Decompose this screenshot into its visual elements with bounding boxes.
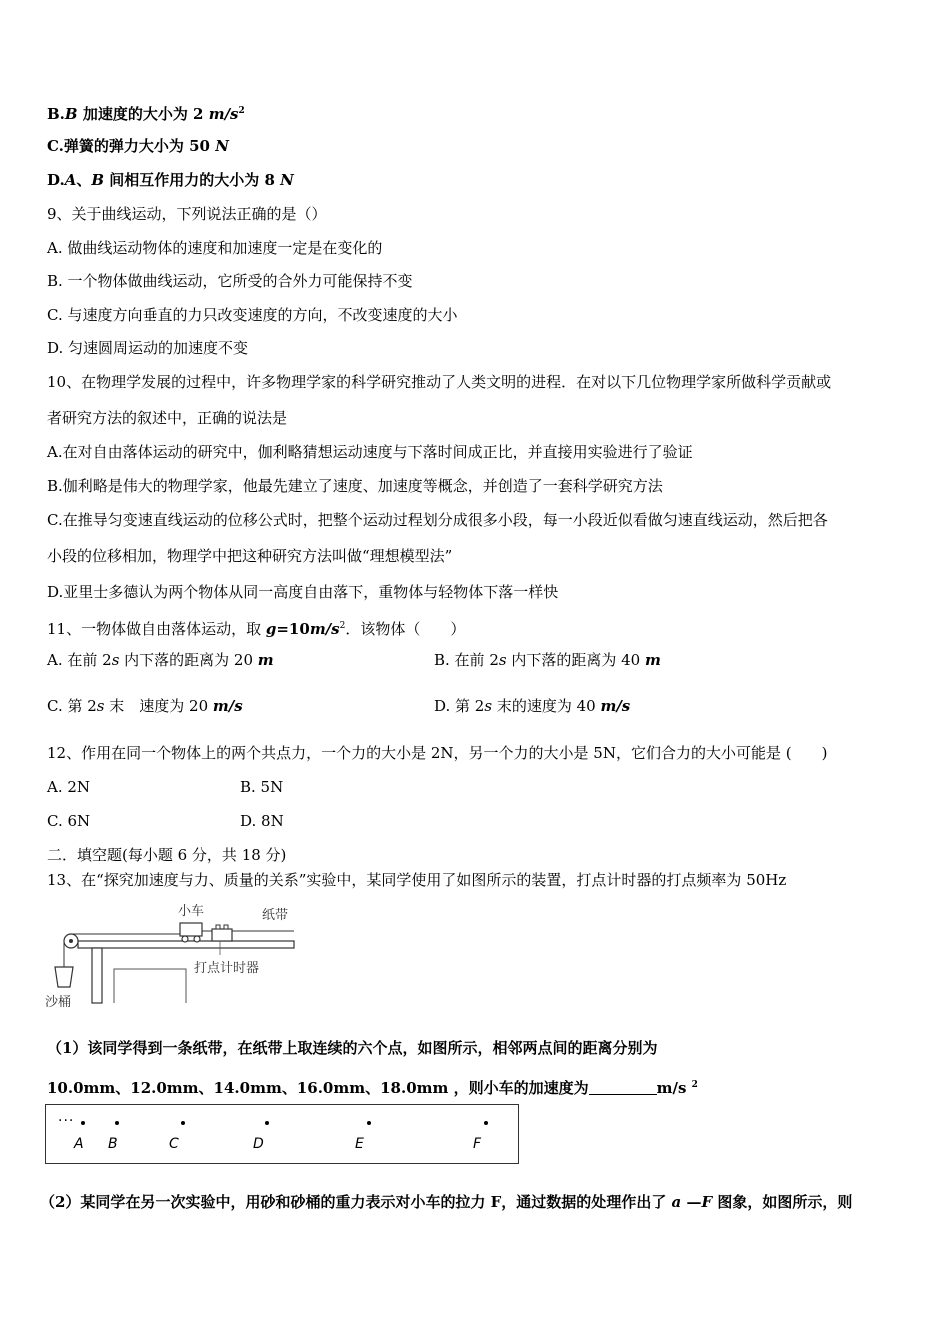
cart-icon [180, 923, 202, 936]
table-leg [92, 948, 102, 1003]
q9-option-b: B. 一个物体做曲线运动，它所受的合外力可能保持不变 [47, 272, 413, 290]
q11-option-c: C. 第 2s 末 速度为 20 m/s [47, 697, 243, 715]
tape-dot-d [265, 1121, 269, 1125]
q10-option-a: A.在对自由落体运动的研究中，伽利略猜想运动速度与下落时间成正比，并直接用实验进行了验证 [47, 443, 693, 461]
tape-label-e: E [355, 1136, 364, 1152]
section-title: 二．填空题(每小题 6 分，共 18 分) [47, 846, 287, 864]
label-timer: 打点计时器 [194, 961, 260, 976]
q12-option-b: B. 5N [240, 778, 284, 796]
q10-stem-line2: 者研究方法的叙述中，正确的说法是 [47, 409, 288, 427]
tape-dot-a [81, 1121, 85, 1125]
q11-option-d: D. 第 2s 末的速度为 40 m/s [434, 697, 631, 715]
table-stand [114, 969, 186, 1003]
paper-tape-figure [45, 1104, 519, 1164]
q13-part1-line2: 10.0mm、12.0mm、14.0mm、16.0mm、18.0mm ，则小车的加速度为 m/s $^2$ [47, 1079, 698, 1097]
q10-option-c-line2: 小段的位移相加，物理学中把这种研究方法叫做“理想模型法” [47, 547, 453, 565]
q10-option-b: B.伽利略是伟大的物理学家，他最先建立了速度、加速度等概念，并创造了一套科学研究方法 [47, 477, 663, 495]
q8-option-d: D.A、B 间相互作用力的大小为 8 N [47, 171, 294, 189]
label-bucket: 沙桶 [45, 995, 72, 1010]
q10-stem-line1: 10、在物理学发展的过程中，许多物理学家的科学研究推动了人类文明的进程．在对以下几位物理学家所做科学贡献或 [47, 373, 832, 391]
tape-label-d: D [253, 1136, 264, 1152]
tape-dot-c [181, 1121, 185, 1125]
q13-part1-line1: （1）该同学得到一条纸带，在纸带上取连续的六个点，如图所示，相邻两点间的距离分别为 [47, 1039, 658, 1057]
label-cart: 小车 [178, 904, 205, 919]
q13-stem: 13、在“探究加速度与力、质量的关系”实验中，某同学使用了如图所示的装置，打点计时器的打点频率为 50Hz [47, 871, 787, 889]
answer-blank[interactable] [589, 1080, 657, 1095]
q10-option-d: D.亚里士多德认为两个物体从同一高度自由落下，重物体与轻物体下落一样快 [47, 583, 559, 601]
timer-icon [212, 929, 232, 941]
ellipsis-dots: ··· [58, 1113, 75, 1129]
tape-label-b: B [108, 1136, 118, 1152]
tape-dot-b [115, 1121, 119, 1125]
q9-option-d: D. 匀速圆周运动的加速度不变 [47, 339, 249, 357]
q11-stem: 11、一物体做自由落体运动，取 $g=10m/s^2$．该物体（ ） [47, 620, 466, 638]
tape-dot-f [484, 1121, 488, 1125]
q9-option-c: C. 与速度方向垂直的力只改变速度的方向，不改变速度的大小 [47, 306, 458, 324]
q9-option-a: A. 做曲线运动物体的速度和加速度一定是在变化的 [47, 239, 383, 257]
q11-option-b: B. 在前 2s 内下落的距离为 40 m [434, 651, 661, 669]
tape-label-f: F [473, 1136, 482, 1152]
tape-label-a: A [74, 1136, 84, 1152]
tape-dot-e [367, 1121, 371, 1125]
q11-option-a: A. 在前 2s 内下落的距离为 20 m [47, 651, 274, 669]
label-tape: 纸带 [262, 908, 289, 923]
q8-option-b: B.B 加速度的大小为 2 $m/s^2$ [47, 105, 245, 123]
q9-stem: 9、关于曲线运动，下列说法正确的是（） [47, 205, 327, 223]
bucket-icon [55, 967, 73, 987]
q12-stem: 12、作用在同一个物体上的两个共点力，一个力的大小是 2N，另一个力的大小是 5N，它们合力的大小可能是 ( ) [47, 744, 828, 762]
q8-option-c: C.弹簧的弹力大小为 50 N [47, 137, 229, 155]
q12-option-c: C. 6N [47, 812, 91, 830]
q10-option-c-line1: C.在推导匀变速直线运动的位移公式时，把整个运动过程划分成很多小段，每一小段近似看做匀速直线运动，然后把各 [47, 511, 828, 529]
tape-label-c: C [169, 1136, 179, 1152]
q12-option-a: A. 2N [47, 778, 91, 796]
q12-option-d: D. 8N [240, 812, 284, 830]
q13-part2: （2）某同学在另一次实验中，用砂和砂桶的重力表示对小车的拉力 F，通过数据的处理作出了 a —F 图象，如图所示，则 [40, 1193, 853, 1211]
